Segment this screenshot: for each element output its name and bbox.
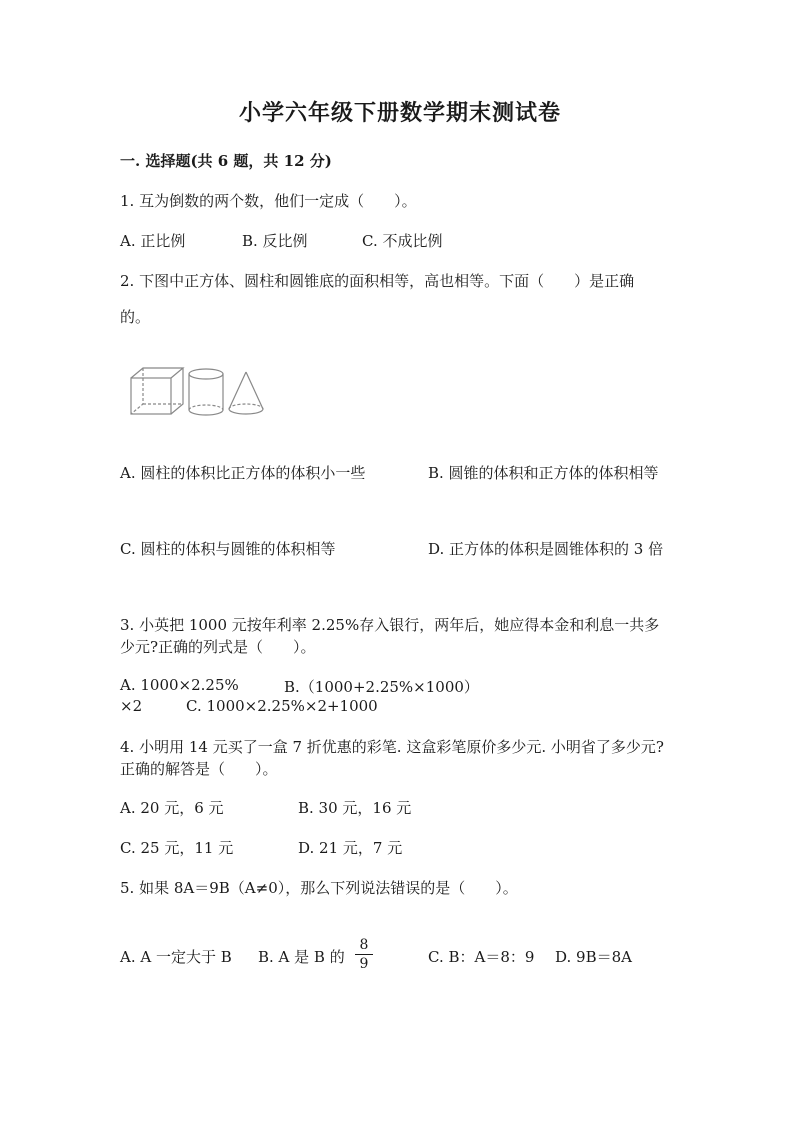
q2-option-a: A. 圆柱的体积比正方体的体积小一些 (120, 464, 366, 482)
question-4-line-2: 正确的解答是（ ）。 (120, 760, 278, 778)
q3-option-a: A. 1000×2.25% (120, 676, 239, 694)
question-1: 1. 互为倒数的两个数，他们一定成（ ）。 (120, 192, 417, 210)
cone-shape (229, 372, 263, 414)
solids-figure (128, 364, 278, 420)
question-2-line-1: 2. 下图中正方体、圆柱和圆锥底的面积相等，高也相等。下面（ ）是正确 (120, 272, 635, 290)
q4-option-d: D. 21 元，7 元 (298, 839, 403, 857)
q5-option-a: A. A 一定大于 B (120, 948, 232, 966)
q2-option-b: B. 圆锥的体积和正方体的体积相等 (428, 464, 659, 482)
question-3-line-2: 少元?正确的列式是（ ）。 (120, 638, 316, 656)
question-2-line-2: 的。 (120, 308, 151, 326)
q1-option-a: A. 正比例 (120, 232, 186, 250)
question-3-line-1: 3. 小英把 1000 元按年利率 2.25%存入银行，两年后，她应得本金和利息一共多 (120, 616, 660, 634)
fraction-bar (355, 954, 373, 955)
question-4-line-1: 4. 小明用 14 元买了一盒 7 折优惠的彩笔. 这盒彩笔原价多少元. 小明省了多少元? (120, 738, 664, 756)
q3-option-b-continued: ×2 (120, 697, 143, 715)
q4-option-c: C. 25 元，11 元 (120, 839, 234, 857)
q2-option-c: C. 圆柱的体积与圆锥的体积相等 (120, 540, 336, 558)
q5-option-c: C. B：A＝8：9 (428, 948, 535, 966)
q5-option-d: D. 9B＝8A (555, 948, 632, 966)
q1-option-b: B. 反比例 (242, 232, 308, 250)
q3-option-c: C. 1000×2.25%×2+1000 (186, 697, 378, 715)
fraction-eight-ninths (355, 937, 373, 972)
q2-option-d: D. 正方体的体积是圆锥体积的 3 倍 (428, 540, 664, 558)
question-5: 5. 如果 8A＝9B（A≠0），那么下列说法错误的是（ ）。 (120, 879, 518, 897)
section-heading: 一. 选择题(共 6 题，共 12 分) (120, 152, 332, 170)
fraction-denominator: 9 (359, 956, 369, 972)
page-title: 小学六年级下册数学期末测试卷 (238, 100, 561, 126)
q3-option-b: B.（1000+2.25%×1000） (284, 678, 479, 696)
q4-option-b: B. 30 元，16 元 (298, 799, 412, 817)
fraction-numerator: 8 (359, 937, 369, 953)
q4-option-a: A. 20 元，6 元 (120, 799, 224, 817)
q5-option-b: B. A 是 B 的 (258, 948, 345, 966)
cylinder-shape (189, 369, 223, 415)
cube-shape (131, 368, 183, 414)
q1-option-c: C. 不成比例 (362, 232, 443, 250)
